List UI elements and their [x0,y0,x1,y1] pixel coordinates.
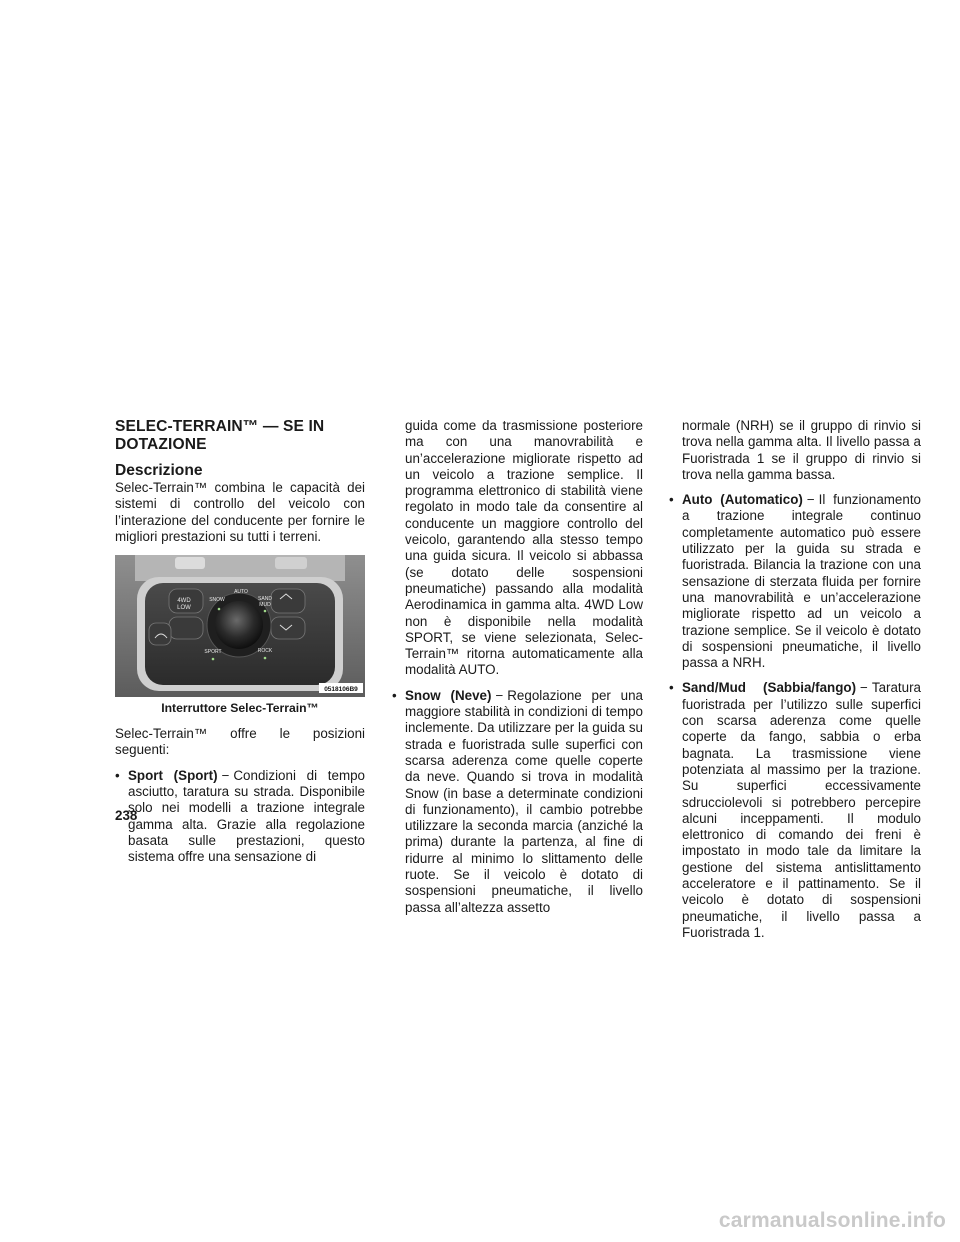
console-tab [175,557,205,569]
bullet-term: Auto (Automatico) [682,492,803,508]
bullet-dot: • [392,687,397,703]
bullet-term: Snow (Neve) [405,687,492,703]
bullet-snow-continued [669,418,921,483]
bullet-dash: − [221,767,230,783]
indicator-light-sand [264,610,267,613]
bullet-term: Sand/Mud (Sabbia/fango) [682,680,857,696]
bullet-dash: − [495,687,504,703]
subheading: Descrizione [115,462,203,479]
indicator-light-snow [218,608,221,611]
intro-paragraph: Selec-Terrain™ combina le capacità dei sistemi di controllo del veicolo con l’interazione del conducente per fornire le migliori prestazioni su tutti i terreni. [115,480,365,544]
selec-terrain-switch-illustration [115,555,365,697]
bullet-text: Regolazione per una maggiore stabilità in condizioni di tempo inclemente. Da utilizzare per la guida su strada e fuoristrada sulle superfici con scarsa aderenza come quelle coperte da neve. Quando si trova in modalità Snow (in base a determinate condizioni di funzionamento), il cambio potrebbe utilizzare la seconda marcia (anziché la prima) durante la partenza, al fine di ridurre al minimo lo slittamento delle ruote. Se il veicolo è dotato di sospensioni pneumatiche, il livello passa all’altezza assetto [405,687,643,915]
bullet-auto [669,492,921,671]
label-rock: ROCK [257,648,273,655]
column-1 [115,418,365,866]
bullet-text: Taratura fuoristrada per l’utilizzo sulle superfici con scarsa aderenza come quelle coperte da fango, sabbia o erba bagnata. La trasmissione viene potenziata al massimo per la trazione. Su superfici eccessivamente sdrucciolevoli si potrebbero percepire alcuni inceppamenti. Il modulo elettronico di comando dei freni è impostato in modo tale da limitare la gestione del sistema antislittamento acceleratore e il pattinamento. Se il veicolo è dotato di sospensioni pneumatiche, il livello passa a Fuoristrada 1. [682,680,921,940]
section-title: SELEC-TERRAIN™ — SE IN DOTAZIONE [115,418,325,453]
figure-caption: Interruttore Selec-Terrain™ [161,701,319,716]
button-air-suspension-up [271,589,305,613]
indicator-light-rock [264,657,267,660]
bullet-sport [115,768,365,866]
figure-code: 0518106B9 [324,686,358,694]
bullet-snow [392,688,643,916]
bullet-text: guida come da trasmissione posteriore ma con una manovrabilità e un’accelerazione migliorate rispetto ad un veicolo a trazione semplice. Il programma elettronico di stabilità viene regolato in modo tale da consentire al conducente un maggiore controllo del veicolo, garantendo alla stesso tempo una guida sicura. Il veicolo si abbassa (se dotato delle sospensioni pneumatiche) passando alla modalità Aerodinamica in gamma alta. 4WD Low non è disponibile nella modalità SPORT, se viene selezionata, Selec-Terrain™ ritorna automaticamente alla modalità AUTO. [405,418,643,678]
bullet-sand-mud [669,680,921,941]
selec-terrain-knob [215,601,263,649]
bullet-dot: • [115,767,120,783]
bullet-dash: − [860,680,868,696]
bullet-sport-continued [392,418,643,679]
console-tab [275,557,307,569]
page-number: 238 [115,808,138,823]
label-sand: SAND [258,596,272,603]
indicator-light-sport [212,658,215,661]
column-3 [669,418,921,941]
bullet-dash: − [806,492,815,508]
column-2 [392,418,643,916]
button-hill-descent [169,617,203,639]
label-4wd: 4WD [177,598,191,605]
label-auto: AUTO [234,589,248,596]
bullet-text: Il funzionamento a trazione integrale continuo completamente automatico può essere utilizzato per la guida su strada e fuoristrada. Bilancia la trazione con una sensazione di sterzata fluida per fornire una manovrabilità e un’accelerazione migliorate rispetto ad un veicolo a trazione semplice. Se il veicolo è dotato di sospensioni pneumatiche, il livello passa a NRH. [682,492,921,671]
watermark: carmanualsonline.info [718,1209,946,1232]
bullet-dot: • [669,492,674,508]
label-snow: SNOW [209,597,225,604]
label-sport: SPORT [204,649,222,656]
positions-intro: Selec-Terrain™ offre le posizioni seguenti: [115,726,365,758]
bullet-dot: • [669,680,674,696]
label-mud: MUD [259,602,271,609]
label-low: LOW [177,605,191,612]
bullet-term: Sport (Sport) [128,767,218,783]
bullet-text: Condizioni di tempo asciutto, taratura su strada. Disponibile solo nei modelli a trazione integrale gamma alta. Grazie alla regolazione basata sulle prestazioni, questo sistema offre una sensazione di [128,767,365,865]
bullet-text: normale (NRH) se il gruppo di rinvio si trova nella gamma alta. Il livello passa a Fuoristrada 1 se il gruppo di rinvio si trova nella gamma bassa. [682,418,921,482]
selec-terrain-switch-figure [115,555,365,697]
